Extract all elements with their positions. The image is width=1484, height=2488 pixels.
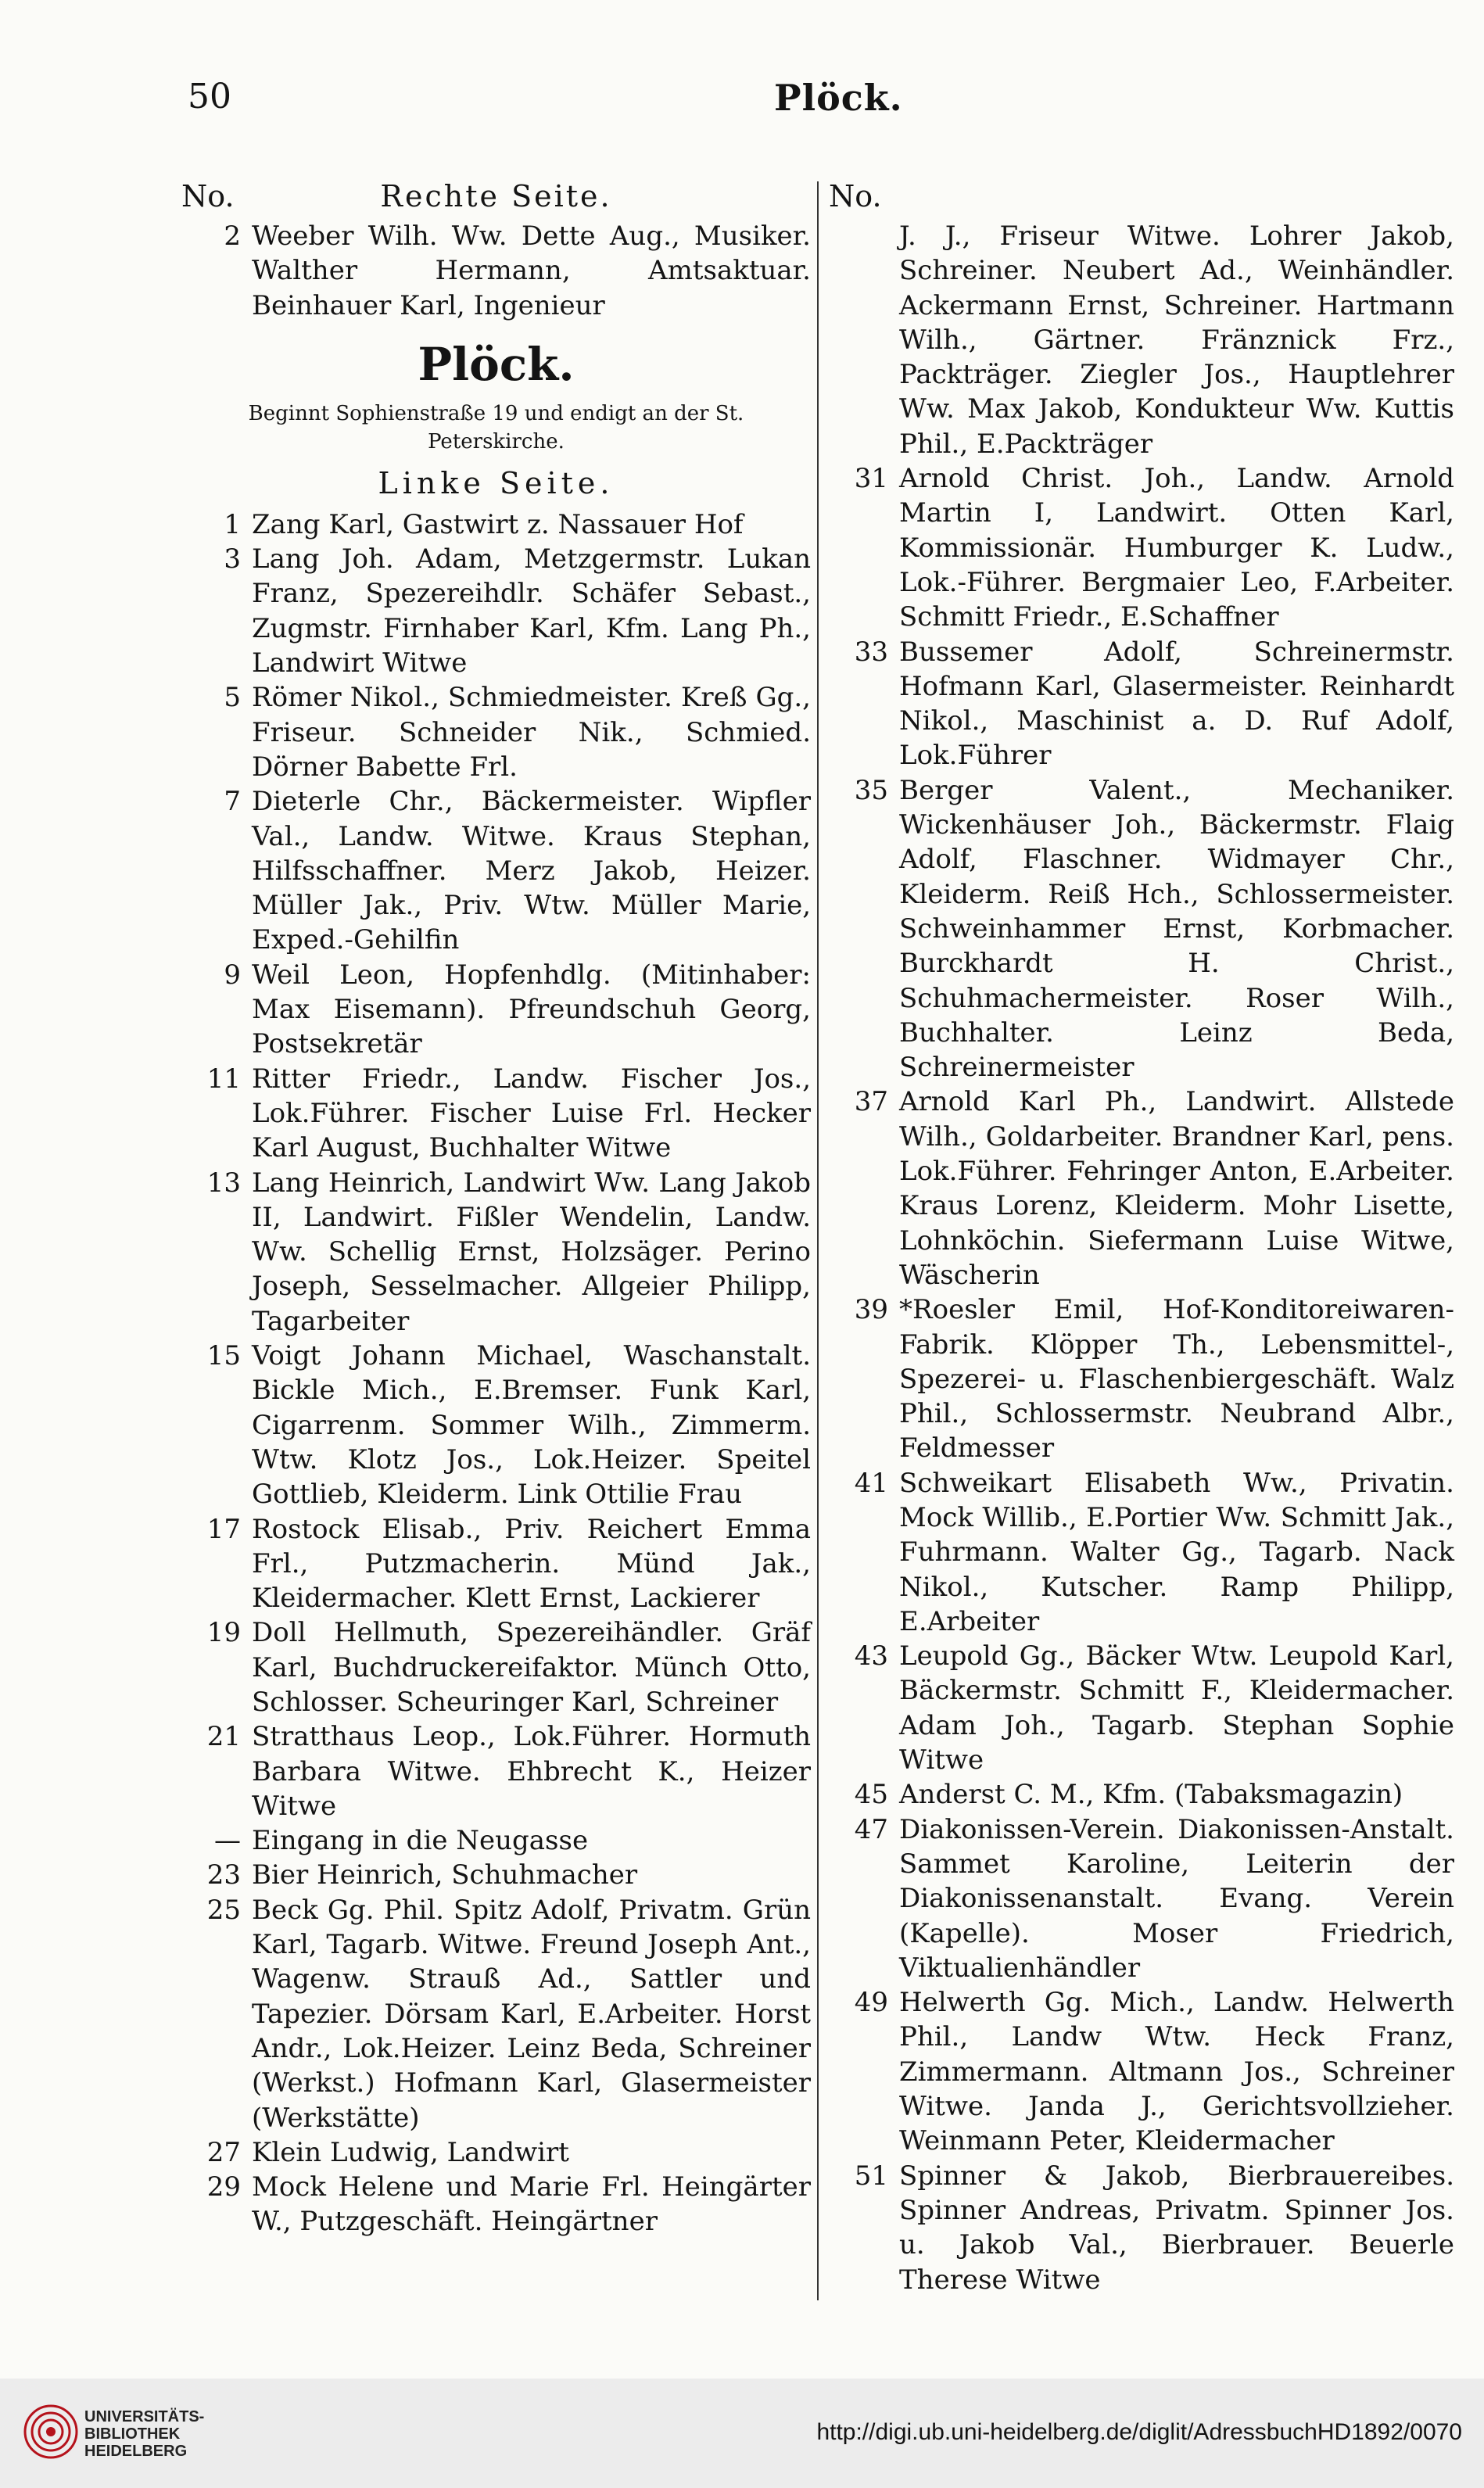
residents: Ritter Friedr., Landw. Fischer Jos., Lok.Führer. Fischer Luise Frl. Hecker Karl August, Buchhalter Witwe bbox=[252, 1063, 811, 1164]
residents: Leupold Gg., Bäcker Wtw. Leupold Karl, Bäckermstr. Schmitt F., Kleidermacher. Adam Joh., Tagarb. Stephan Sophie Witwe bbox=[899, 1640, 1454, 1776]
address-entry bbox=[181, 680, 811, 784]
footer-bar bbox=[0, 2379, 1484, 2488]
address-entry bbox=[181, 219, 811, 323]
address-entry bbox=[829, 1777, 1454, 1812]
house-number: 17 bbox=[206, 1513, 241, 1545]
house-number: 51 bbox=[854, 2160, 888, 2192]
residents: Zang Karl, Gastwirt z. Nassauer Hof bbox=[252, 508, 744, 540]
address-entry bbox=[829, 219, 1454, 461]
residents: Römer Nikol., Schmiedmeister. Kreß Gg., Friseur. Schneider Nik., Schmied. Dörner Babette Frl. bbox=[252, 682, 811, 783]
address-entry bbox=[829, 461, 1454, 634]
residents: Spinner & Jakob, Bierbrauereibes. Spinner Andreas, Privatm. Spinner Jos. u. Jakob Val., Bierbrauer. Beuerle Therese Witwe bbox=[899, 2160, 1454, 2296]
house-number: 1 bbox=[224, 508, 241, 540]
right-column bbox=[829, 174, 1454, 2297]
address-entry bbox=[181, 1858, 811, 1892]
house-number: 2 bbox=[224, 220, 241, 252]
house-number: 43 bbox=[854, 1640, 888, 1672]
house-number: 25 bbox=[206, 1894, 241, 1926]
house-number: 37 bbox=[854, 1086, 888, 1118]
residents: Berger Valent., Mechaniker. Wickenhäuser Joh., Bäckermstr. Flaig Adolf, Flaschner. Widmayer Chr., Kleiderm. Reiß Hch., Schlossermeister. Schweinhammer Ernst, Korbmacher. Burckhardt H. Christ., Schuhmachermeister. Roser Wilh., Buchhalter. Leinz Beda, Schreinermeister bbox=[899, 774, 1454, 1084]
street-title: Plöck. bbox=[418, 337, 575, 391]
address-entry bbox=[181, 1719, 811, 1823]
house-number: 47 bbox=[854, 1813, 888, 1845]
residents: J. J., Friseur Witwe. Lohrer Jakob, Schreiner. Neubert Ad., Weinhändler. Ackermann Ernst, Schreiner. Hartmann Wilh., Gärtner. Fränznick Frz., Packträger. Ziegler Jos., Hauptlehrer Ww. Max Jakob, Kondukteur Ww. Kuttis Phil., E.Packträger bbox=[899, 220, 1454, 460]
right-column-header bbox=[829, 174, 1454, 219]
address-entry bbox=[181, 507, 811, 542]
residents: Helwerth Gg. Mich., Landw. Helwerth Phil., Landw Wtw. Heck Franz, Zimmermann. Altmann Jos., Schreiner Witwe. Janda J., Gerichtsvollzieher. Weinmann Peter, Kleidermacher bbox=[899, 1987, 1454, 2157]
address-entry bbox=[829, 1985, 1454, 2158]
house-number: 5 bbox=[224, 682, 241, 714]
residents: Bier Heinrich, Schuhmacher bbox=[252, 1859, 638, 1891]
residents: Stratthaus Leop., Lok.Führer. Hormuth Barbara Witwe. Ehbrecht K., Heizer Witwe bbox=[252, 1721, 811, 1822]
address-entry bbox=[181, 2135, 811, 2170]
library-logo-icon bbox=[23, 2404, 78, 2459]
house-number: 3 bbox=[224, 543, 241, 575]
house-number: 39 bbox=[854, 1294, 888, 1326]
address-entry bbox=[181, 542, 811, 680]
house-number: 49 bbox=[854, 1987, 888, 2019]
library-name-line: HEIDELBERG bbox=[84, 2443, 188, 2460]
left-column bbox=[181, 174, 811, 2239]
address-entry bbox=[181, 2170, 811, 2239]
house-number: 15 bbox=[206, 1340, 241, 1372]
left-column-header bbox=[181, 174, 811, 219]
page-number: 50 bbox=[188, 77, 231, 117]
address-entry bbox=[829, 1639, 1454, 1777]
address-entry bbox=[829, 1084, 1454, 1292]
house-number: 41 bbox=[854, 1467, 888, 1499]
house-number: 21 bbox=[206, 1721, 241, 1753]
residents: Weeber Wilh. Ww. Dette Aug., Musiker. Walther Hermann, Amtsaktuar. Beinhauer Karl, Ingenieur bbox=[252, 220, 811, 321]
house-number: 33 bbox=[854, 636, 888, 668]
address-entry bbox=[181, 1823, 811, 1858]
residents: Bussemer Adolf, Schreinermstr. Hofmann Karl, Glasermeister. Reinhardt Nikol., Maschinist a. D. Ruf Adolf, Lok.Führer bbox=[899, 636, 1454, 772]
column-no-label: No. bbox=[829, 179, 882, 213]
address-entry bbox=[181, 1512, 811, 1616]
column-no-label: No. bbox=[181, 179, 235, 213]
house-number: 19 bbox=[206, 1617, 241, 1649]
source-url-link[interactable]: http://digi.ub.uni-heidelberg.de/diglit/AdressbuchHD1892/0070 bbox=[816, 2419, 1462, 2445]
address-entry bbox=[181, 1339, 811, 1511]
library-name bbox=[84, 2408, 204, 2460]
address-entry bbox=[829, 773, 1454, 1085]
right-entries bbox=[829, 219, 1454, 2297]
address-entry bbox=[829, 635, 1454, 773]
residents: Dieterle Chr., Bäckermeister. Wipfler Val., Landw. Witwe. Kraus Stephan, Hilfsschaffner. Merz Jakob, Heizer. Müller Jak., Priv. Wtw. Müller Marie, Exped.-Gehilfin bbox=[252, 786, 811, 956]
side-heading: Rechte Seite. bbox=[380, 179, 612, 213]
left-entries bbox=[181, 507, 811, 2239]
address-entry bbox=[181, 784, 811, 957]
house-number: 23 bbox=[206, 1859, 241, 1891]
residents: Arnold Christ. Joh., Landw. Arnold Martin I, Landwirt. Otten Karl, Kommissionär. Humburger K. Ludw., Lok.-Führer. Bergmaier Leo, F.Arbeiter. Schmitt Friedr., E.Schaffner bbox=[899, 463, 1454, 633]
house-number: — bbox=[214, 1825, 241, 1857]
house-number: 27 bbox=[206, 2136, 241, 2168]
residents: Eingang in die Neugasse bbox=[252, 1825, 589, 1857]
residents: Schweikart Elisabeth Ww., Privatin. Mock Willib., E.Portier Ww. Schmitt Jak., Fuhrmann. Walter Gg., Tagarb. Nack Nikol., Kutscher. Ramp Philipp, E.Arbeiter bbox=[899, 1467, 1454, 1637]
residents: Arnold Karl Ph., Landwirt. Allstede Wilh., Goldarbeiter. Brandner Karl, pens. Lok.Führer. Fehringer Anton, E.Arbeiter. Kraus Lorenz, Kleiderm. Mohr Lisette, Lohnköchin. Siefermann Luise Witwe, Wäscherin bbox=[899, 1086, 1454, 1291]
address-entry bbox=[829, 2159, 1454, 2297]
address-entry bbox=[181, 1062, 811, 1166]
library-name-line: BIBLIOTHEK bbox=[84, 2425, 181, 2443]
house-number bbox=[829, 219, 899, 461]
residents: *Roesler Emil, Hof-Konditoreiwaren-Fabrik. Klöpper Th., Lebensmittel-, Spezerei- u. Flaschenbiergeschäft. Walz Phil., Schlossermstr. Neubrand Albr., Feldmesser bbox=[899, 1294, 1454, 1464]
address-entry bbox=[829, 1812, 1454, 1985]
residents: Voigt Johann Michael, Waschanstalt. Bickle Mich., E.Bremser. Funk Karl, Cigarrenm. Sommer Wilh., Zimmerm. Wtw. Klotz Jos., Lok.Heizer. Speitel Gottlieb, Kleiderm. Link Ottilie Frau bbox=[252, 1340, 811, 1511]
running-head: Plöck. bbox=[774, 77, 903, 119]
house-number: 29 bbox=[206, 2171, 241, 2203]
residents: Mock Helene und Marie Frl. Heingärter W., Putzgeschäft. Heingärtner bbox=[252, 2171, 811, 2238]
address-entry bbox=[181, 958, 811, 1062]
address-entry bbox=[181, 1615, 811, 1719]
entries-before bbox=[181, 219, 811, 323]
address-entry bbox=[829, 1466, 1454, 1639]
residents: Doll Hellmuth, Spezereihändler. Gräf Karl, Buchdruckereifaktor. Münch Otto, Schlosser. Scheuringer Karl, Schreiner bbox=[252, 1617, 811, 1718]
residents: Klein Ludwig, Landwirt bbox=[252, 2136, 569, 2168]
side-label: Linke Seite. bbox=[378, 465, 615, 500]
house-number: 7 bbox=[224, 786, 241, 818]
house-number: 45 bbox=[854, 1779, 888, 1811]
library-name-line: UNIVERSITÄTS- bbox=[84, 2408, 205, 2425]
house-number: 11 bbox=[206, 1063, 241, 1095]
residents: Lang Heinrich, Landwirt Ww. Lang Jakob II, Landwirt. Fißler Wendelin, Landw. Ww. Schellig Ernst, Holzsäger. Perino Joseph, Sesselmacher. Allgeier Philipp, Tagarbeiter bbox=[252, 1167, 811, 1337]
house-number: 31 bbox=[854, 463, 888, 495]
street-description: Beginnt Sophienstraße 19 und endigt an der St. Peterskirche. bbox=[248, 401, 744, 454]
residents: Lang Joh. Adam, Metzgermstr. Lukan Franz, Spezereihdlr. Schäfer Sebast., Zugmstr. Firnhaber Karl, Kfm. Lang Ph., Landwirt Witwe bbox=[252, 543, 811, 679]
column-divider bbox=[817, 181, 819, 2300]
residents: Rostock Elisab., Priv. Reichert Emma Frl., Putzmacherin. Münd Jak., Kleidermacher. Klett Ernst, Lackierer bbox=[252, 1513, 811, 1615]
residents: Anderst C. M., Kfm. (Tabaksmagazin) bbox=[899, 1779, 1403, 1811]
residents: Diakonissen-Verein. Diakonissen-Anstalt. Sammet Karoline, Leiterin der Diakonissenanstalt. Evang. Verein (Kapelle). Moser Friedrich, Viktualienhändler bbox=[899, 1813, 1454, 1984]
house-number: 13 bbox=[206, 1167, 241, 1199]
residents: Beck Gg. Phil. Spitz Adolf, Privatm. Grün Karl, Tagarb. Witwe. Freund Joseph Ant., Wagenw. Strauß Ad., Sattler und Tapezier. Dörsam Karl, E.Arbeiter. Horst Andr., Lok.Heizer. Leinz Beda, Schreiner (Werkst.) Hofmann Karl, Glasermeister (Werkstätte) bbox=[252, 1894, 811, 2134]
address-entry bbox=[181, 1166, 811, 1339]
address-entry bbox=[181, 1893, 811, 2135]
address-entry bbox=[829, 1292, 1454, 1465]
house-number: 35 bbox=[854, 774, 888, 806]
residents: Weil Leon, Hopfenhdlg. (Mitinhaber: Max Eisemann). Pfreundschuh Georg, Postsekretär bbox=[252, 959, 811, 1060]
house-number: 9 bbox=[224, 959, 241, 991]
